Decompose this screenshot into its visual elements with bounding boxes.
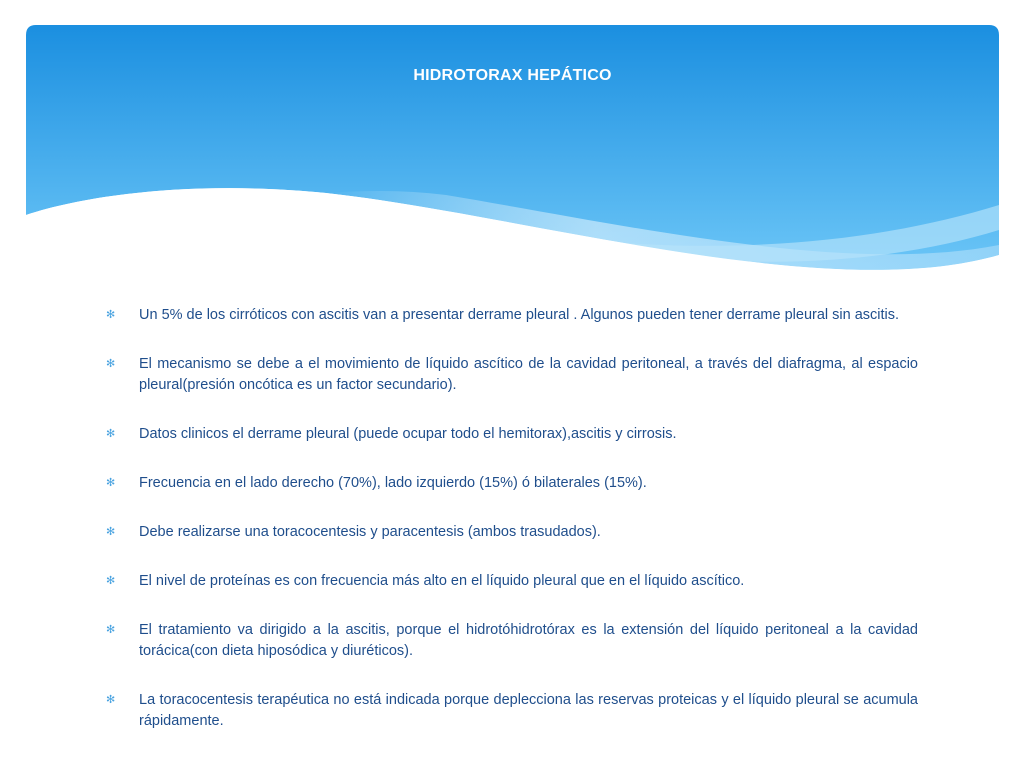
- asterisk-bullet-icon: ✻: [106, 526, 116, 538]
- bullet-text: El nivel de proteínas es con frecuencia más alto en el líquido pleural que en el líquido ascítico.: [139, 573, 745, 589]
- wave-header-graphic: [26, 25, 999, 290]
- list-item: [106, 305, 918, 326]
- asterisk-bullet-icon: ✻: [106, 477, 116, 489]
- asterisk-bullet-icon: ✻: [106, 624, 116, 636]
- bullet-text: Debe realizarse una toracocentesis y paracentesis (ambos trasudados).: [139, 524, 601, 540]
- asterisk-bullet-icon: ✻: [106, 694, 116, 706]
- bullet-text: El tratamiento va dirigido a la ascitis, porque el hidrotóhidrotórax es la extensión del líquido peritoneal a la cavidad torácica(con dieta hiposódica y diuréticos).: [139, 622, 918, 659]
- bullet-text: Un 5% de los cirróticos con ascitis van a presentar derrame pleural . Algunos pueden tener derrame pleural sin ascitis.: [139, 307, 900, 323]
- list-item: [106, 354, 918, 396]
- bullet-text: El mecanismo se debe a el movimiento de líquido ascítico de la cavidad peritoneal, a través del diafragma, al espacio pleural(presión oncótica es un factor secundario).: [139, 356, 918, 393]
- asterisk-bullet-icon: ✻: [106, 358, 116, 370]
- bullet-text: Datos clinicos el derrame pleural (puede ocupar todo el hemitorax),ascitis y cirrosis.: [139, 426, 677, 442]
- header-band: [26, 25, 999, 290]
- list-item: [106, 473, 918, 494]
- list-item: [106, 424, 918, 445]
- list-item: [106, 620, 918, 662]
- list-item: [106, 522, 918, 543]
- asterisk-bullet-icon: ✻: [106, 575, 116, 587]
- list-item: [106, 690, 918, 732]
- list-item: [106, 571, 918, 592]
- asterisk-bullet-icon: ✻: [106, 309, 116, 321]
- bullet-text: Frecuencia en el lado derecho (70%), lado izquierdo (15%) ó bilaterales (15%).: [139, 475, 647, 491]
- asterisk-bullet-icon: ✻: [106, 428, 116, 440]
- bullet-list: [106, 305, 918, 732]
- slide-title: HIDROTORAX HEPÁTICO: [413, 67, 612, 84]
- bullet-text: La toracocentesis terapéutica no está indicada porque deplecciona las reservas proteicas y el líquido pleural se acumula rápidamente.: [139, 692, 918, 729]
